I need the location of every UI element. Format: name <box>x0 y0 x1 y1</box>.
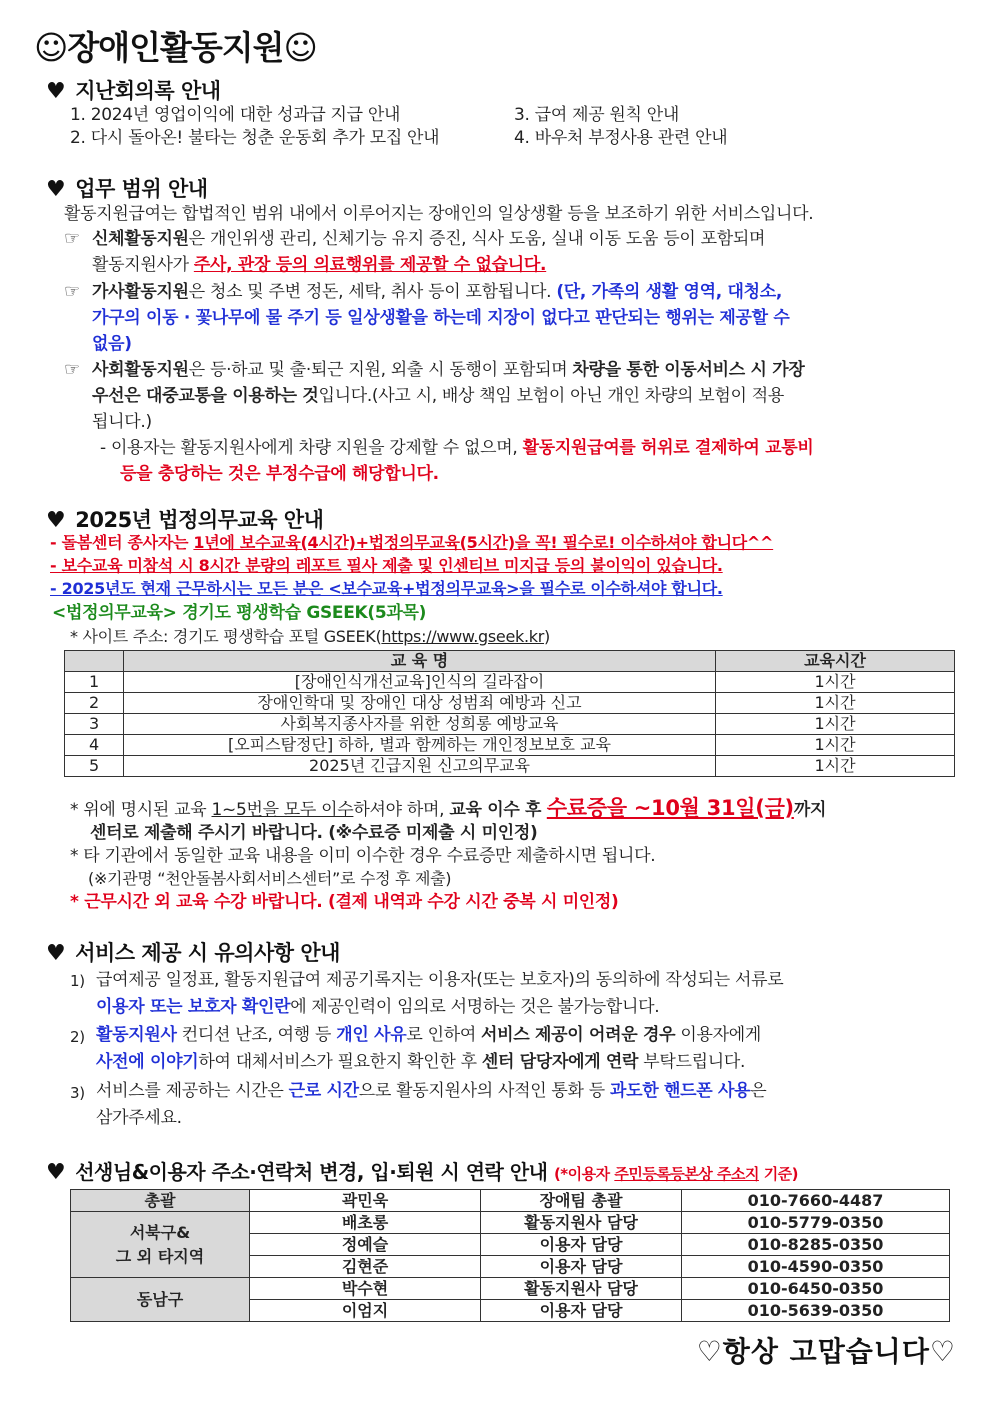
staff-name: 박수현 <box>250 1278 481 1300</box>
section-heading-scope <box>46 173 208 203</box>
edu-penalty-line: - 보수교육 미참석 시 8시간 분량의 레포트 필사 제출 및 인센티브 미지급 등의 불이익이 있습니다. <box>50 556 723 575</box>
text: * 사이트 주소: 경기도 평생학습 포털 GSEEK( <box>70 627 382 646</box>
staff-name: 배초롱 <box>250 1212 481 1234</box>
header-course-name: 교 육 명 <box>124 651 716 672</box>
page-title: ☺장애인활동지원☺ <box>34 28 317 67</box>
minutes-item-1: 1. 2024년 영업이익에 대한 성과급 지급 안내 <box>70 105 401 125</box>
physical-support-line2 <box>92 252 546 278</box>
staff-phone: 010-4590-0350 <box>682 1256 950 1278</box>
group-label-northwest: 서북구& 그 외 타지역 <box>71 1212 250 1278</box>
education-table <box>64 650 955 777</box>
staff-role: 이용자 담당 <box>481 1300 682 1322</box>
table-row <box>65 756 955 777</box>
text: 부탁드립니다. <box>638 1052 746 1072</box>
staff-name: 김현준 <box>250 1256 481 1278</box>
section-heading-minutes <box>46 75 221 105</box>
contact-table <box>70 1189 950 1322</box>
minutes-item-3: 3. 급여 제공 원칙 안내 <box>514 105 680 125</box>
cert-note-line1 <box>70 795 826 823</box>
bold-text: 센터 담당자에게 연락 <box>481 1052 639 1072</box>
precaution-3-line1 <box>96 1078 766 1104</box>
section-title: 업무 범위 안내 <box>75 177 208 201</box>
course-name: 2025년 긴급지원 신고의무교육 <box>124 756 716 777</box>
course-hours: 1시간 <box>716 756 955 777</box>
housework-support-line3: 없음) <box>92 334 132 354</box>
staff-phone: 010-7660-4487 <box>682 1190 950 1212</box>
text: ) <box>544 627 550 646</box>
heart-icon: ♥ <box>46 508 66 533</box>
course-name: [오피스탐정단] 하하, 별과 함께하는 개인정보보호 교육 <box>124 735 716 756</box>
text: (*이용자 <box>553 1165 615 1183</box>
gseek-heading: <법정의무교육> 경기도 평생학습 GSEEK(5과목) <box>52 603 427 623</box>
row-number: 5 <box>65 756 124 777</box>
table-row <box>65 714 955 735</box>
text: 이용자에게 <box>675 1025 761 1045</box>
text: 은 청소 및 주변 정돈, 세탁, 취사 등이 포함됩니다. <box>188 282 557 302</box>
underlined-text: 1~5번을 모두 이수 <box>211 800 354 820</box>
item-number: 2) <box>70 1028 85 1046</box>
course-name: 장애인학대 및 장애인 대상 성범죄 예방과 신고 <box>124 693 716 714</box>
staff-name: 정예슬 <box>250 1234 481 1256</box>
header-number <box>65 651 124 672</box>
site-link[interactable]: https://www.gseek.kr <box>381 627 545 646</box>
precaution-1-line1: 급여제공 일정표, 활동지원급여 제공기록지는 이용자(또는 보호자)의 동의하에 작성되는 서류로 <box>96 970 784 990</box>
row-number: 2 <box>65 693 124 714</box>
text: 입니다.(사고 시, 배상 책임 보험이 아닌 개인 차량의 보험이 적용 <box>318 386 784 406</box>
staff-role: 활동지원사 담당 <box>481 1278 682 1300</box>
term: 사회활동지원 <box>92 360 189 380</box>
housework-support-line1 <box>92 279 782 305</box>
staff-phone: 010-5639-0350 <box>682 1300 950 1322</box>
text: 컨디션 난조, 여행 등 <box>176 1025 337 1045</box>
address-note <box>554 1165 798 1183</box>
bold-text: 차량을 통한 이동서비스 시 가장 <box>572 360 805 380</box>
underlined-text: 주민등록등본상 주소지 <box>614 1165 759 1183</box>
housework-support-line2: 가구의 이동 · 꽃나무에 물 주기 등 일상생활을 하는데 지장이 없다고 판단되는 행위는 제공할 수 <box>92 308 790 328</box>
social-support-line3: 됩니다.) <box>92 412 152 432</box>
bold-text: 서비스 제공이 어려운 경우 <box>481 1025 676 1045</box>
warning-text: 활동지원급여를 허위로 결제하여 교통비 <box>522 438 814 458</box>
physical-support-line1 <box>92 226 765 252</box>
staff-phone: 010-5779-0350 <box>682 1212 950 1234</box>
minutes-item-2: 2. 다시 돌아온! 불타는 청춘 운동회 추가 모집 안내 <box>70 128 440 148</box>
staff-role: 이용자 담당 <box>481 1234 682 1256</box>
staff-name: 곽민욱 <box>250 1190 481 1212</box>
course-hours: 1시간 <box>716 672 955 693</box>
note-text: (단, 가족의 생활 영역, 대청소, <box>556 282 783 302</box>
precaution-3-line2: 삼가주세요. <box>96 1108 182 1128</box>
staff-phone: 010-6450-0350 <box>682 1278 950 1300</box>
text: 에 제공인력이 임의로 서명하는 것은 불가능합니다. <box>290 997 660 1017</box>
section-title: 지난회의록 안내 <box>75 79 221 103</box>
text: 서비스를 제공하는 시간은 <box>96 1081 289 1101</box>
table-row <box>71 1278 950 1300</box>
pointing-hand-icon: ☞ <box>64 228 81 249</box>
cert-note-line2: 센터로 제출해 주시기 바랍니다. (※수료증 미제출 시 미인정) <box>90 823 538 843</box>
text: 로 인하여 <box>406 1025 482 1045</box>
course-name: 사회복지종사자를 위한 성희롱 예방교육 <box>124 714 716 735</box>
social-support-line2 <box>92 383 784 409</box>
group-label-total: 총괄 <box>71 1190 250 1212</box>
site-address <box>70 624 550 650</box>
precaution-2-line2 <box>96 1049 745 1075</box>
row-number: 1 <box>65 672 124 693</box>
table-row <box>71 1212 950 1234</box>
pointing-hand-icon: ☞ <box>64 281 81 302</box>
section-title: 서비스 제공 시 유의사항 안내 <box>75 941 340 965</box>
underlined-text: 1년에 보수교육(4시간)+법정의무교육(5시간)을 꼭! 필수로! 이수하셔야 합니다^^ <box>193 533 774 552</box>
highlight-text: 이용자 또는 보호자 확인란 <box>96 997 291 1017</box>
text: - 이용자는 활동지원사에게 차량 지원을 강제할 수 없으며, <box>100 438 523 458</box>
course-hours: 1시간 <box>716 735 955 756</box>
table-row <box>65 735 955 756</box>
term: 신체활동지원 <box>92 229 189 249</box>
header-hours: 교육시간 <box>716 651 955 672</box>
text: 하여 대체서비스가 필요한지 확인한 후 <box>198 1052 482 1072</box>
text: 으로 활동지원사의 사적인 통화 등 <box>358 1081 610 1101</box>
table-row <box>65 672 955 693</box>
warning-text: 주사, 관장 등의 의료행위를 제공할 수 없습니다. <box>193 255 547 275</box>
highlight-text: 사전에 이야기 <box>96 1052 199 1072</box>
table-row <box>71 1190 950 1212</box>
other-institution-note: * 타 기관에서 동일한 교육 내용을 이미 이수한 경우 수료증만 제출하시면 됩니다. <box>70 846 656 866</box>
group-label-southeast: 동남구 <box>71 1278 250 1322</box>
social-support-line1 <box>92 357 804 383</box>
item-number: 1) <box>70 972 85 990</box>
precaution-1-line2 <box>96 994 659 1020</box>
staff-role: 활동지원사 담당 <box>481 1212 682 1234</box>
deadline-text: 수료증을 ~10월 31일(금) <box>546 796 794 820</box>
table-row <box>65 693 955 714</box>
row-number: 4 <box>65 735 124 756</box>
highlight-text: 활동지원사 <box>96 1025 177 1045</box>
highlight-text: 근로 시간 <box>288 1081 359 1101</box>
section-heading-precautions <box>46 937 340 967</box>
minutes-item-4: 4. 바우처 부정사용 관련 안내 <box>514 128 728 148</box>
section-title: 선생님&이용자 주소·연락처 변경, 입·퇴원 시 연락 안내 <box>75 1160 548 1184</box>
section-heading-contacts <box>46 1156 798 1185</box>
vehicle-note-line1 <box>100 435 814 461</box>
scope-intro: 활동지원급여는 합법적인 범위 내에서 이루어지는 장애인의 일상생활 등을 보조하기 위한 서비스입니다. <box>64 204 814 224</box>
row-number: 3 <box>65 714 124 735</box>
staff-role: 이용자 담당 <box>481 1256 682 1278</box>
edu-all-staff-line: - 2025년도 현재 근무하시는 모든 분은 <보수교육+법정의무교육>을 필수로 이수하셔야 합니다. <box>50 579 723 598</box>
off-hours-note: * 근무시간 외 교육 수강 바랍니다. (결제 내역과 수강 시간 중복 시 미인정) <box>70 892 619 912</box>
staff-role: 장애팀 총괄 <box>481 1190 682 1212</box>
text: 기준) <box>758 1165 799 1183</box>
pointing-hand-icon: ☞ <box>64 359 81 380</box>
course-hours: 1시간 <box>716 693 955 714</box>
term: 가사활동지원 <box>92 282 189 302</box>
item-number: 3) <box>70 1084 85 1102</box>
bold-text: 우선은 대중교통을 이용하는 것 <box>92 386 319 406</box>
heart-icon: ♥ <box>46 79 66 104</box>
heart-icon: ♥ <box>46 1160 66 1185</box>
highlight-text: 개인 사유 <box>336 1025 407 1045</box>
text: 하셔야 하며, <box>353 800 450 820</box>
text: * 위에 명시된 교육 <box>70 800 212 820</box>
staff-phone: 010-8285-0350 <box>682 1234 950 1256</box>
text: 은 등·하교 및 출·퇴근 지원, 외출 시 동행이 포함되며 <box>188 360 573 380</box>
vehicle-note-line2: 등을 충당하는 것은 부정수급에 해당합니다. <box>120 464 439 484</box>
institution-name-note: (※기관명 “천안돌봄사회서비스센터”로 수정 후 제출) <box>88 869 452 888</box>
text: 은 <box>750 1081 767 1101</box>
highlight-text: 과도한 핸드폰 사용 <box>610 1081 751 1101</box>
course-hours: 1시간 <box>716 714 955 735</box>
course-name: [장애인식개선교육]인식의 길라잡이 <box>124 672 716 693</box>
text: 활동지원사가 <box>92 255 194 275</box>
heart-icon: ♥ <box>46 177 66 202</box>
bold-text: 교육 이수 후 <box>449 800 547 820</box>
section-title: 2025년 법정의무교육 안내 <box>75 508 324 532</box>
closing-message: ♡항상 고맙습니다♡ <box>696 1335 956 1368</box>
table-header-row <box>65 651 955 672</box>
text: 은 개인위생 관리, 신체기능 유지 증진, 식사 도움, 실내 이동 도움 등이 포함되며 <box>188 229 766 249</box>
precaution-2-line1 <box>96 1022 761 1048</box>
bold-text: 까지 <box>793 800 827 820</box>
heart-icon: ♥ <box>46 941 66 966</box>
staff-name: 이엄지 <box>250 1300 481 1322</box>
text: - 돌봄센터 종사자는 <box>50 533 194 552</box>
